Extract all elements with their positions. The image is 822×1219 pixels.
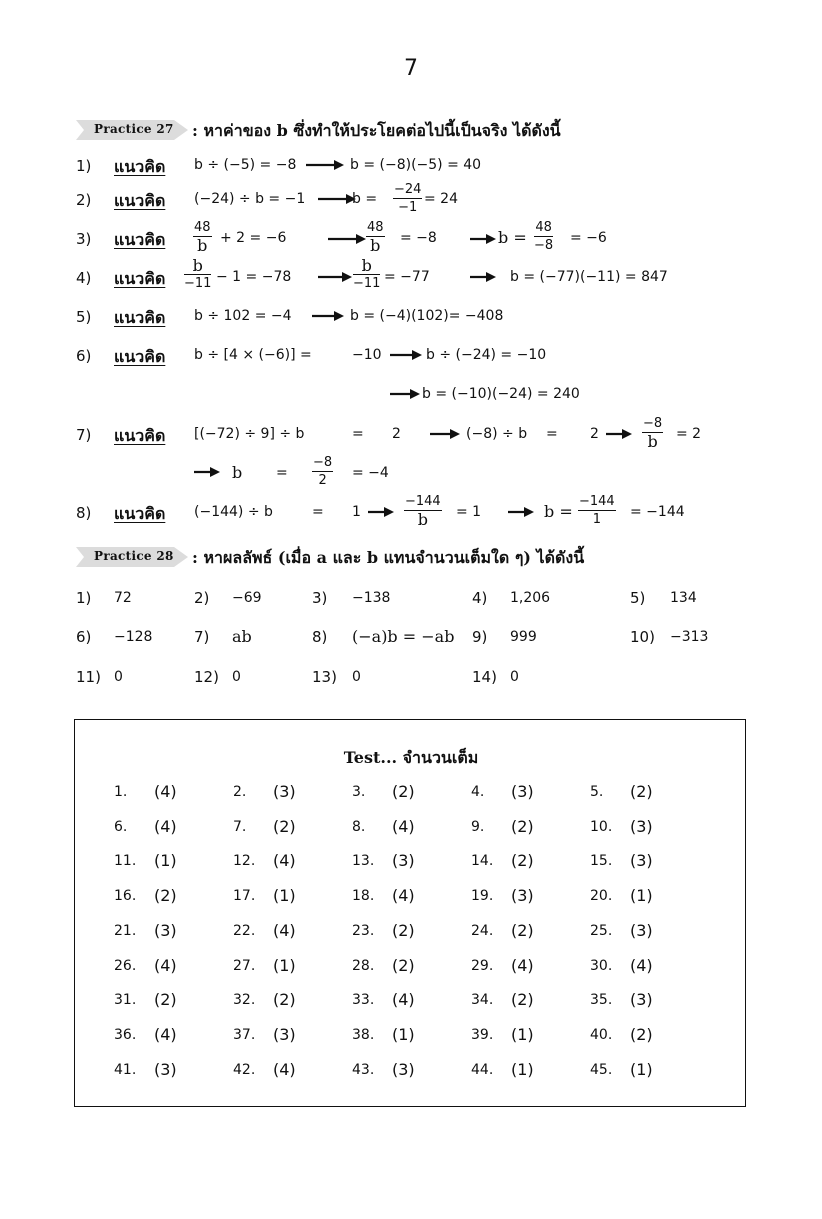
test-answer-item (590, 1024, 653, 1044)
test-answer-item (114, 886, 177, 906)
answer-value: −313 (670, 629, 709, 645)
answer-number: 4) (472, 589, 488, 607)
test-question-number: 5. (590, 784, 604, 800)
arrow-right-icon (390, 350, 422, 360)
test-question-number: 17. (233, 888, 256, 905)
test-question-number: 40. (590, 1026, 613, 1043)
fraction: $\frac{-8}{2}$ (313, 455, 333, 488)
test-answer-choice: (4) (392, 816, 415, 836)
test-answer-choice: (3) (630, 990, 653, 1010)
test-answer-item (114, 955, 177, 975)
test-answer-item (352, 990, 415, 1010)
arrow-right-icon (470, 272, 496, 282)
test-question-number: 22. (233, 922, 256, 939)
test-answer-choice: (2) (273, 816, 296, 836)
test-answer-choice: (3) (511, 782, 534, 801)
test-answer-choice: (1) (273, 955, 296, 975)
fraction: b −11 (184, 256, 212, 291)
expression: (−24) ÷ b = −1 (194, 191, 306, 207)
answer-value: 1,206 (510, 590, 551, 606)
expression: = −144 (630, 504, 685, 520)
item-number: 5) (76, 308, 92, 326)
expression: 1 (352, 504, 361, 520)
test-answer-choice: (2) (392, 955, 415, 975)
answer-value: −128 (114, 629, 153, 645)
test-answer-choice: (4) (630, 955, 653, 975)
arrow-right-icon (430, 429, 460, 439)
expression: b = (−77)(−11) = 847 (510, 269, 668, 285)
test-answer-item (352, 886, 415, 906)
test-answer-item (233, 990, 296, 1010)
test-question-number: 2. (233, 784, 247, 800)
test-title: Test... จำนวนเต็ม (343, 748, 479, 767)
test-answer-choice: (2) (511, 816, 534, 836)
test-answer-item (352, 1059, 415, 1079)
test-answer-item (590, 990, 653, 1010)
test-answer-choice: (4) (154, 955, 177, 975)
test-answer-choice: (2) (511, 851, 534, 871)
fraction: −8 b (643, 416, 663, 451)
test-answer-item (590, 955, 653, 975)
test-answer-choice: (4) (154, 1024, 177, 1044)
test-question-number: 21. (114, 922, 137, 939)
expression: b = (544, 502, 573, 521)
expression: b = (−10)(−24) = 240 (422, 386, 580, 402)
test-question-number: 13. (352, 853, 375, 870)
test-answer-item (233, 1059, 296, 1079)
test-answer-item (352, 851, 415, 871)
test-question-number: 43. (352, 1061, 375, 1078)
test-answer-choice: (2) (630, 1024, 653, 1044)
test-answer-choice: (2) (511, 990, 534, 1010)
test-answer-choice: (1) (154, 851, 177, 871)
hint-label: แนวคิด (114, 347, 166, 366)
test-answer-choice: (3) (154, 1059, 177, 1079)
answer-number: 13) (312, 668, 337, 686)
test-answer-choice: (2) (154, 886, 177, 906)
expression: (−144) ÷ b (194, 504, 273, 520)
test-question-number: 1. (114, 784, 128, 800)
test-question-number: 41. (114, 1061, 137, 1078)
item-number: 2) (76, 191, 92, 209)
test-question-number: 37. (233, 1026, 256, 1043)
test-answer-choice: (4) (273, 851, 296, 871)
answer-value: 0 (352, 669, 361, 685)
test-answer-choice: (4) (154, 816, 177, 836)
fraction: $\frac{48}{-8}$ (534, 220, 554, 253)
answer-value: 0 (510, 669, 519, 685)
fraction: $\frac{-24}{-1}$ (394, 182, 422, 215)
test-answer-item (590, 920, 653, 940)
hint-label: แนวคิด (114, 157, 166, 176)
answer-value: 0 (232, 669, 241, 685)
expression: b ÷ [4 × (−6)] = (194, 347, 312, 363)
test-question-number: 33. (352, 992, 375, 1009)
answer-value: −138 (352, 590, 391, 606)
expression: = 2 (676, 426, 702, 442)
test-question-number: 11. (114, 853, 137, 870)
test-answer-item (352, 782, 415, 801)
test-answer-item (233, 851, 296, 871)
practice-28-label: Practice 28 (94, 549, 174, 563)
test-question-number: 23. (352, 922, 375, 939)
test-answer-item (114, 990, 177, 1010)
test-answer-item (471, 851, 534, 871)
test-question-number: 34. (471, 992, 494, 1009)
test-answer-choice: (3) (630, 920, 653, 940)
test-question-number: 15. (590, 853, 613, 870)
expression: b = (−8)(−5) = 40 (350, 157, 482, 173)
page-number: 7 (404, 56, 418, 81)
expression: b = (352, 191, 378, 207)
item-number: 1) (76, 157, 92, 175)
test-answer-choice: (2) (511, 920, 534, 940)
arrow-right-icon (508, 507, 534, 517)
test-answer-item (352, 955, 415, 975)
test-answer-item (233, 955, 296, 975)
test-answer-choice: (2) (154, 990, 177, 1010)
test-question-number: 31. (114, 992, 137, 1009)
expression: 2 (392, 426, 401, 442)
expression: = −8 (400, 230, 437, 246)
expression: = 24 (424, 191, 458, 207)
expression: b ÷ (−5) = −8 (194, 157, 297, 173)
test-answer-item (590, 782, 653, 801)
expression: = (546, 426, 558, 442)
answer-value: 72 (114, 590, 132, 606)
test-question-number: 7. (233, 818, 247, 835)
hint-label: แนวคิด (114, 269, 166, 288)
arrow-right-icon (318, 272, 352, 282)
test-answer-choice: (1) (511, 1024, 534, 1044)
test-answer-item (114, 920, 177, 940)
arrow-right-icon (470, 234, 496, 244)
fraction: $\frac{-144}{1}$ (579, 494, 615, 527)
answer-number: 3) (312, 589, 328, 607)
answer-number: 6) (76, 628, 92, 646)
answer-number: 7) (194, 628, 210, 646)
expression: b = (498, 228, 527, 247)
test-question-number: 20. (590, 888, 613, 905)
test-answer-choice: (1) (392, 1024, 415, 1044)
test-answer-item (233, 920, 296, 940)
fraction: 48 b (367, 220, 384, 255)
test-answer-choice: (4) (154, 782, 177, 801)
test-answer-item (114, 1059, 177, 1079)
test-answer-item (471, 990, 534, 1010)
practice-27-title: : หาค่าของ b ซึ่งทำให้ประโยคต่อไปนี้เป็นจริง ได้ดังนี้ (192, 121, 561, 140)
expression: = −4 (352, 465, 389, 481)
test-answer-item (114, 782, 177, 801)
test-answer-item (352, 816, 415, 836)
test-answer-item (114, 816, 177, 836)
test-answer-item (471, 920, 534, 940)
test-answer-choice: (3) (630, 851, 653, 871)
item-number: 8) (76, 504, 92, 522)
fraction: b −11 (353, 256, 381, 291)
test-question-number: 29. (471, 957, 494, 974)
test-answer-item (352, 1024, 415, 1044)
answer-number: 12) (194, 668, 219, 686)
arrow-right-icon (312, 311, 344, 321)
test-question-number: 27. (233, 957, 256, 974)
answer-number: 9) (472, 628, 488, 646)
hint-label: แนวคิด (114, 191, 166, 210)
test-question-number: 44. (471, 1061, 494, 1078)
arrow-right-icon (390, 389, 420, 399)
test-question-number: 26. (114, 957, 137, 974)
test-answer-item (114, 851, 177, 871)
fraction: −144 b (405, 494, 441, 529)
test-answer-choice: (4) (511, 955, 534, 975)
expression: = (312, 504, 324, 520)
test-answer-choice: (3) (154, 920, 177, 940)
expression: b = (−4)(102)= −408 (350, 308, 504, 324)
test-answer-item (590, 816, 653, 836)
test-question-number: 42. (233, 1061, 256, 1078)
test-question-number: 18. (352, 888, 375, 905)
answer-number: 1) (76, 589, 92, 607)
answer-number: 10) (630, 628, 655, 646)
test-answer-choice: (1) (511, 1059, 534, 1079)
test-question-number: 24. (471, 922, 494, 939)
test-answer-choice: (1) (630, 886, 653, 906)
test-question-number: 32. (233, 992, 256, 1009)
test-answer-choice: (2) (630, 782, 653, 801)
answer-number: 5) (630, 589, 646, 607)
hint-label: แนวคิด (114, 426, 166, 445)
item-number: 6) (76, 347, 92, 365)
answer-number: 14) (472, 668, 497, 686)
test-answer-item (233, 816, 296, 836)
test-answer-item (352, 920, 415, 940)
expression: −10 (352, 347, 382, 363)
answer-number: 8) (312, 628, 328, 646)
expression: 2 (590, 426, 599, 442)
test-answer-item (471, 816, 534, 836)
expression: [(−72) ÷ 9] ÷ b (194, 426, 305, 442)
hint-label: แนวคิด (114, 308, 166, 327)
test-answer-choice: (2) (392, 920, 415, 940)
test-answer-choice: (1) (630, 1059, 653, 1079)
expression: − 1 = −78 (216, 269, 292, 285)
test-answer-item (471, 955, 534, 975)
arrow-right-icon (194, 467, 220, 477)
answer-number: 11) (76, 668, 101, 686)
test-question-number: 36. (114, 1026, 137, 1043)
test-question-number: 25. (590, 922, 613, 939)
test-answer-item (233, 782, 296, 801)
test-answer-choice: (4) (392, 886, 415, 906)
expression: b ÷ 102 = −4 (194, 308, 292, 324)
test-answer-choice: (2) (273, 990, 296, 1010)
arrow-right-icon (328, 234, 366, 244)
test-question-number: 30. (590, 957, 613, 974)
practice-27-label: Practice 27 (94, 122, 174, 136)
expression: b (232, 463, 243, 482)
test-question-number: 16. (114, 888, 137, 905)
expression: b ÷ (−24) = −10 (426, 347, 547, 363)
expression: + 2 = −6 (220, 230, 287, 246)
test-answer-item (114, 1024, 177, 1044)
expression: = −6 (570, 230, 607, 246)
arrow-right-icon (306, 160, 344, 170)
expression: = 1 (456, 504, 482, 520)
test-answer-choice: (3) (392, 1059, 415, 1079)
test-question-number: 8. (352, 818, 366, 835)
arrow-right-icon (318, 194, 356, 204)
answer-value: 999 (510, 629, 537, 645)
test-answer-item (471, 782, 534, 801)
practice-27-badge (76, 120, 188, 140)
test-answer-box (74, 719, 746, 1107)
expression: = −77 (384, 269, 430, 285)
test-answer-item (590, 851, 653, 871)
item-number: 3) (76, 230, 92, 248)
test-answer-item (233, 886, 296, 906)
test-question-number: 39. (471, 1026, 494, 1043)
test-question-number: 45. (590, 1061, 613, 1078)
test-question-number: 3. (352, 784, 366, 800)
test-answer-item (590, 1059, 653, 1079)
test-question-number: 35. (590, 992, 613, 1009)
test-answer-choice: (3) (392, 851, 415, 871)
test-question-number: 38. (352, 1026, 375, 1043)
test-answer-choice: (2) (392, 782, 415, 801)
test-answer-choice: (3) (511, 886, 534, 906)
item-number: 7) (76, 426, 92, 444)
test-question-number: 14. (471, 853, 494, 870)
hint-label: แนวคิด (114, 504, 166, 523)
test-answer-item (471, 1059, 534, 1079)
test-question-number: 9. (471, 818, 485, 835)
test-question-number: 4. (471, 784, 485, 800)
arrow-right-icon (368, 507, 394, 517)
expression: (−8) ÷ b (466, 426, 528, 442)
test-answer-choice: (3) (630, 816, 653, 836)
expression: = (352, 426, 364, 442)
test-question-number: 10. (590, 818, 613, 835)
hint-label: แนวคิด (114, 230, 166, 249)
answer-value: 134 (670, 590, 697, 606)
practice-28-badge (76, 547, 188, 567)
answer-value: −69 (232, 590, 262, 606)
answer-value: ab (232, 627, 252, 646)
test-answer-choice: (3) (273, 1024, 296, 1044)
test-answer-item (471, 886, 534, 906)
answer-value: (−a)b = −ab (352, 627, 455, 646)
arrow-right-icon (606, 429, 632, 439)
test-question-number: 19. (471, 888, 494, 905)
test-answer-choice: (4) (392, 990, 415, 1010)
practice-28-title: : หาผลลัพธ์ (เมื่อ a และ b แทนจำนวนเต็มใด ๆ) ได้ดังนี้ (192, 548, 585, 567)
item-number: 4) (76, 269, 92, 287)
test-question-number: 6. (114, 818, 128, 835)
expression: = (276, 465, 288, 481)
test-answer-item (233, 1024, 296, 1044)
fraction: 48 b (194, 220, 211, 255)
test-answer-item (590, 886, 653, 906)
test-answer-choice: (1) (273, 886, 296, 906)
test-question-number: 12. (233, 853, 256, 870)
test-question-number: 28. (352, 957, 375, 974)
answer-value: 0 (114, 669, 123, 685)
answer-number: 2) (194, 589, 210, 607)
test-answer-choice: (4) (273, 920, 296, 940)
test-answer-item (471, 1024, 534, 1044)
test-answer-choice: (4) (273, 1059, 296, 1079)
test-answer-choice: (3) (273, 782, 296, 801)
